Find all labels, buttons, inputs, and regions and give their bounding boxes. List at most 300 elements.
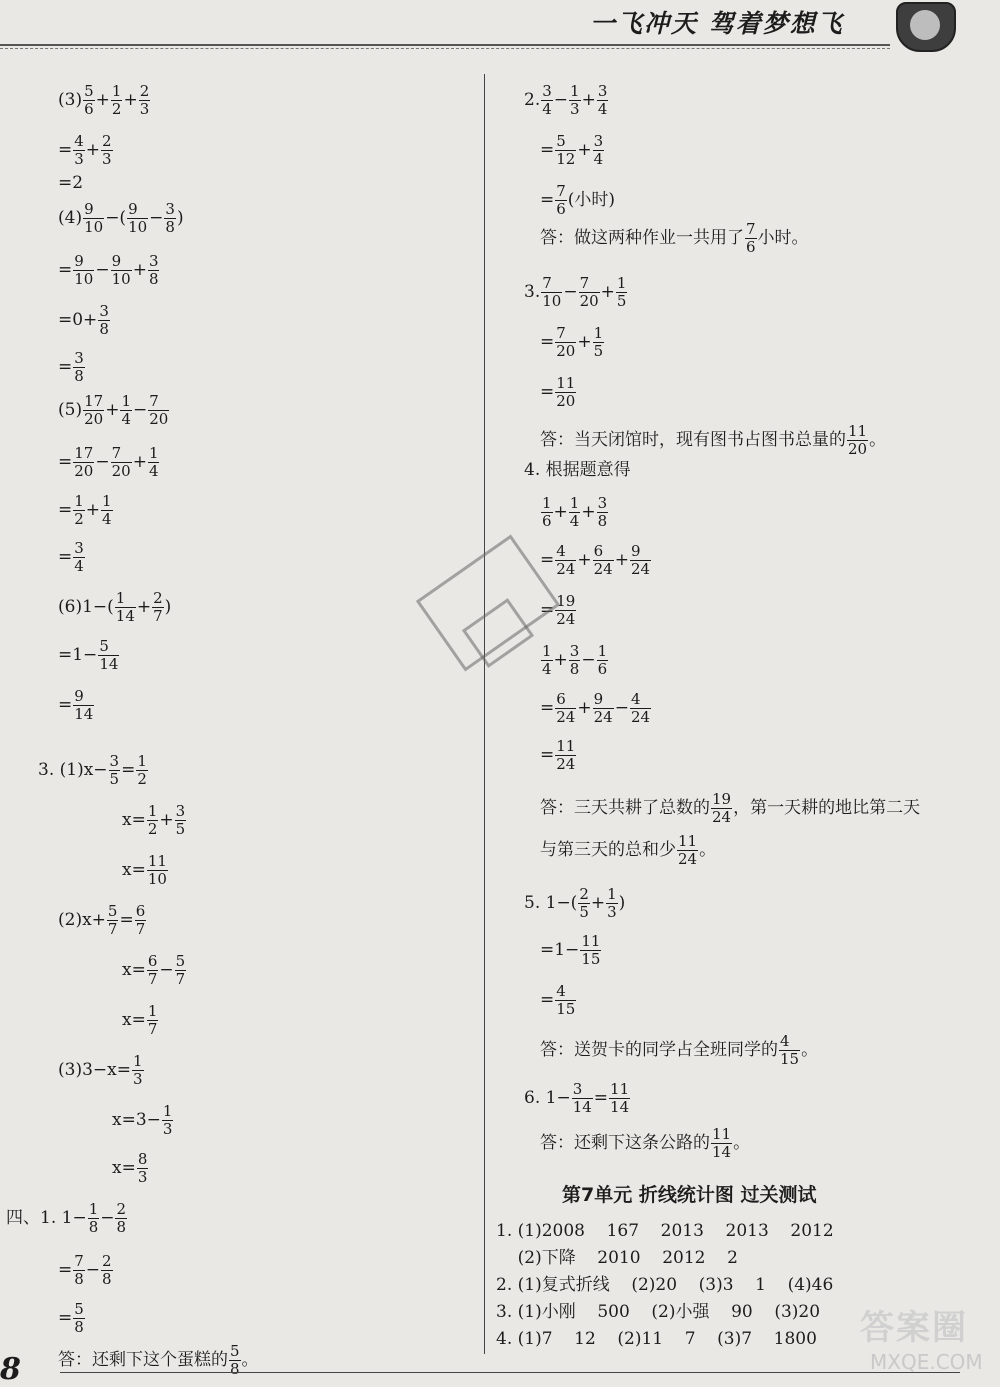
left-line — [58, 83, 151, 118]
fraction — [148, 393, 169, 428]
fraction — [593, 543, 614, 578]
fraction-numerator: 3 — [593, 131, 604, 150]
fraction-denominator: 2 — [137, 769, 147, 788]
right-line — [540, 183, 615, 218]
fraction-denominator: 4 — [542, 659, 552, 678]
text-segment: − — [100, 1207, 115, 1228]
text-segment: (2)x+ — [58, 909, 106, 930]
fraction-denominator: 8 — [74, 366, 84, 385]
fraction-denominator: 7 — [147, 969, 158, 988]
text-segment: x= — [122, 959, 146, 980]
right-line — [540, 221, 809, 256]
fraction-denominator: 14 — [712, 1142, 732, 1161]
fraction-denominator: 10 — [84, 217, 104, 236]
left-line — [58, 1253, 114, 1288]
fraction — [597, 495, 609, 530]
text-segment: − — [553, 89, 569, 110]
fraction — [127, 201, 148, 236]
fraction-numerator: 6 — [135, 901, 146, 920]
fraction-numerator: 7 — [74, 1251, 84, 1270]
text-segment: = — [58, 451, 73, 472]
fraction-denominator: 8 — [569, 659, 580, 678]
text-segment: − — [581, 649, 596, 670]
fraction-numerator: 5 — [98, 638, 119, 656]
fraction-numerator: 11 — [581, 931, 601, 950]
fraction-denominator: 8 — [165, 217, 175, 236]
left-line — [58, 493, 114, 528]
text-segment: − — [614, 697, 629, 718]
fraction-numerator: 17 — [74, 443, 94, 462]
text-segment: = — [58, 259, 73, 280]
fraction-numerator: 3 — [109, 751, 120, 770]
text-segment: − — [132, 399, 148, 420]
fraction — [73, 253, 94, 288]
right-line — [540, 325, 605, 360]
fraction-denominator: 20 — [848, 439, 868, 458]
fraction-denominator: 20 — [579, 291, 599, 310]
fraction — [73, 493, 85, 528]
fraction-numerator: 8 — [137, 1149, 148, 1168]
right-line — [540, 643, 609, 678]
fraction-numerator: 9 — [127, 201, 148, 219]
fraction-denominator: 14 — [99, 654, 119, 673]
text-segment: + — [105, 399, 120, 420]
text-segment: 5. 1−( — [524, 892, 578, 913]
right-line — [524, 459, 631, 480]
fraction-denominator: 7 — [135, 919, 146, 938]
fraction-numerator: 7 — [579, 275, 600, 293]
text-segment: = — [540, 744, 555, 765]
fraction — [73, 350, 85, 385]
left-line — [58, 133, 114, 168]
fraction-numerator: 3 — [572, 1081, 593, 1099]
fraction-denominator: 8 — [148, 269, 159, 288]
fraction-denominator: 8 — [88, 1217, 99, 1236]
text-segment: = — [540, 549, 555, 570]
left-line — [58, 393, 170, 428]
fraction-denominator: 7 — [153, 606, 163, 625]
fraction-numerator: 11 — [678, 831, 698, 850]
left-line — [58, 253, 160, 288]
text-segment: x= — [122, 809, 146, 830]
text-segment: x= — [112, 1157, 136, 1178]
fraction-denominator: 4 — [597, 99, 608, 118]
text-segment: 答：还剩下这个蛋糕的 — [58, 1349, 228, 1370]
left-line — [38, 753, 149, 788]
watermark-site: MXQE.COM — [870, 1350, 983, 1374]
fraction — [578, 886, 590, 921]
fraction — [555, 133, 576, 168]
fraction-numerator: 9 — [630, 543, 651, 561]
text-segment: + — [577, 139, 592, 160]
right-line — [540, 791, 920, 826]
text-segment: + — [136, 596, 152, 617]
fraction-numerator: 7 — [541, 275, 562, 293]
text-segment: = — [593, 1087, 609, 1108]
text-segment: + — [577, 331, 592, 352]
left-line — [58, 303, 111, 338]
fraction-denominator: 14 — [610, 1097, 630, 1116]
fraction — [162, 1103, 174, 1138]
fraction-denominator: 7 — [175, 969, 186, 988]
fraction-numerator: 2 — [153, 588, 163, 607]
fraction-numerator: 9 — [73, 253, 94, 271]
text-segment: ) — [176, 207, 184, 228]
fraction-numerator: 1 — [616, 273, 627, 292]
fraction — [148, 445, 160, 480]
fraction-numerator: 3 — [597, 493, 608, 512]
text-segment: 答：还剩下这条公路的 — [540, 1132, 710, 1153]
left-line — [58, 688, 95, 723]
fraction-denominator: 3 — [139, 99, 150, 118]
text-segment: =1− — [540, 939, 580, 960]
text-segment: + — [577, 549, 592, 570]
fraction — [147, 803, 159, 838]
fraction-numerator: 1 — [597, 641, 608, 660]
left-line — [112, 1103, 174, 1138]
answer-line: 3. (1)小刚 500 (2)小强 90 (3)20 — [496, 1302, 821, 1322]
fraction — [73, 688, 94, 723]
fraction-denominator: 5 — [593, 341, 604, 360]
right-line — [524, 1081, 631, 1116]
right-line — [540, 543, 652, 578]
text-segment: (小时) — [567, 189, 616, 210]
fraction-numerator: 1 — [148, 443, 159, 462]
fraction-numerator: 1 — [162, 1101, 173, 1120]
fraction-denominator: 3 — [607, 902, 617, 921]
fraction-numerator: 4 — [779, 1033, 800, 1051]
text-segment: (4) — [58, 207, 83, 228]
fraction-numerator: 1 — [121, 391, 131, 410]
fraction — [115, 590, 136, 625]
fraction-denominator: 8 — [230, 1359, 240, 1378]
text-segment: = — [58, 1259, 73, 1280]
fraction — [152, 590, 164, 625]
text-segment: 答：做这两种作业一共用了 — [540, 227, 744, 248]
fraction-denominator: 24 — [556, 707, 576, 726]
fraction-numerator: 1 — [147, 1001, 158, 1020]
fraction — [111, 83, 123, 118]
fraction — [569, 495, 581, 530]
text-segment: (3)3−x= — [58, 1059, 131, 1080]
fraction-numerator: 7 — [111, 445, 132, 463]
text-segment: = — [540, 139, 555, 160]
fraction — [616, 275, 628, 310]
fraction — [111, 253, 132, 288]
text-segment: =1− — [58, 644, 98, 665]
fraction-numerator: 3 — [175, 801, 186, 820]
fraction-numerator: 7 — [555, 325, 576, 343]
text-segment: 四、1. 1− — [6, 1207, 87, 1228]
text-segment: + — [159, 809, 174, 830]
fraction — [101, 493, 113, 528]
fraction — [83, 83, 95, 118]
fraction-denominator: 4 — [148, 461, 159, 480]
right-line — [540, 691, 652, 726]
fraction-denominator: 24 — [593, 707, 613, 726]
text-segment: 4. 根据题意得 — [524, 459, 631, 480]
fraction-numerator: 1 — [137, 751, 147, 770]
right-line — [540, 983, 577, 1018]
text-segment: =0+ — [58, 309, 98, 330]
fraction — [73, 540, 85, 575]
fraction-denominator: 14 — [572, 1097, 592, 1116]
fraction — [83, 201, 104, 236]
fraction-numerator: 3 — [99, 301, 109, 320]
fraction — [139, 83, 151, 118]
fraction — [98, 303, 110, 338]
fraction — [847, 423, 868, 458]
fraction-numerator: 3 — [165, 199, 175, 218]
fraction-denominator: 3 — [74, 149, 84, 168]
text-segment: 。 — [869, 429, 887, 450]
fraction-denominator: 12 — [556, 149, 576, 168]
fraction-denominator: 20 — [556, 391, 576, 410]
fraction-denominator: 15 — [556, 999, 576, 1018]
text-segment: ) — [164, 596, 172, 617]
fraction-numerator: 5 — [74, 1299, 84, 1318]
fraction — [555, 738, 576, 773]
fraction — [555, 325, 576, 360]
fraction-numerator: 3 — [148, 251, 159, 270]
fraction — [115, 1201, 127, 1236]
fraction-numerator: 11 — [556, 736, 576, 755]
fraction — [101, 1253, 113, 1288]
fraction-denominator: 3 — [102, 149, 112, 168]
fraction-denominator: 10 — [74, 269, 94, 288]
fraction-numerator: 11 — [712, 1124, 732, 1143]
fraction — [572, 1081, 593, 1116]
fraction-denominator: 3 — [570, 99, 580, 118]
text-segment: (3) — [58, 89, 83, 110]
fraction — [677, 833, 698, 868]
fraction-numerator: 19 — [556, 591, 576, 610]
fraction-denominator: 20 — [556, 341, 576, 360]
fraction — [593, 691, 614, 726]
fraction-denominator: 2 — [147, 819, 158, 838]
text-segment: = — [540, 189, 555, 210]
fraction-numerator: 3 — [74, 348, 84, 367]
text-segment: x=3− — [112, 1109, 161, 1130]
right-line — [540, 1126, 750, 1161]
column-divider — [484, 74, 485, 1354]
fraction-numerator: 7 — [556, 181, 566, 200]
fraction-denominator: 4 — [121, 409, 131, 428]
fraction — [745, 221, 757, 256]
fraction-denominator: 8 — [74, 1317, 84, 1336]
right-line — [540, 495, 609, 530]
fraction — [148, 253, 160, 288]
fraction-numerator: 5 — [84, 81, 94, 100]
text-segment: 小时。 — [757, 227, 809, 248]
text-segment: 答：三天共耕了总数的 — [540, 797, 710, 818]
text-segment: = — [540, 381, 555, 402]
fraction — [164, 201, 176, 236]
text-segment: 。 — [241, 1349, 259, 1370]
fraction-denominator: 8 — [597, 511, 608, 530]
fraction-numerator: 4 — [630, 691, 651, 709]
fraction-numerator: 11 — [848, 421, 868, 440]
right-line — [540, 833, 716, 868]
fraction-denominator: 20 — [149, 409, 169, 428]
fraction-numerator: 11 — [147, 851, 167, 870]
right-line — [540, 1033, 818, 1068]
fraction-denominator: 6 — [84, 99, 94, 118]
fraction-numerator: 3 — [597, 81, 608, 100]
text-segment: + — [85, 499, 101, 520]
text-segment: − — [95, 259, 110, 280]
text-segment: = — [540, 331, 555, 352]
fraction-denominator: 4 — [569, 511, 580, 530]
fraction — [779, 1033, 800, 1068]
fraction — [555, 593, 576, 628]
fraction-denominator: 4 — [74, 556, 84, 575]
text-segment: 与第三天的总和少 — [540, 839, 676, 860]
text-segment: 。 — [801, 1039, 819, 1060]
text-segment: = — [540, 989, 555, 1010]
text-segment: + — [614, 549, 629, 570]
text-segment: = — [121, 759, 136, 780]
fraction — [541, 275, 562, 310]
text-segment: + — [600, 281, 615, 302]
left-line — [122, 1003, 159, 1038]
fraction — [579, 275, 600, 310]
text-segment: ，第一天耕的地比第二天 — [733, 797, 921, 818]
fraction — [73, 1253, 85, 1288]
left-line — [58, 1301, 86, 1336]
text-segment: + — [95, 89, 110, 110]
fraction-numerator: 2 — [116, 1199, 127, 1218]
text-segment: =2 — [58, 172, 84, 193]
header-title: 一飞冲天 驾着梦想飞 — [590, 9, 844, 38]
text-segment: + — [590, 892, 606, 913]
fraction — [609, 1081, 630, 1116]
fraction-denominator: 3 — [132, 1069, 143, 1088]
answer-line: 2. (1)复式折线 (2)20 (3)3 1 (4)46 — [496, 1275, 834, 1295]
fraction — [555, 983, 576, 1018]
fraction-denominator: 10 — [147, 869, 167, 888]
text-segment: − — [85, 1259, 101, 1280]
fraction-denominator: 15 — [780, 1049, 800, 1068]
fraction — [630, 691, 651, 726]
fraction-denominator: 8 — [99, 319, 109, 338]
fraction-numerator: 5 — [230, 1341, 240, 1360]
fraction — [120, 393, 132, 428]
right-line — [540, 423, 886, 458]
fraction-numerator: 7 — [746, 219, 756, 238]
text-segment: −( — [105, 207, 127, 228]
text-segment: = — [58, 356, 73, 377]
fraction-denominator: 2 — [111, 99, 122, 118]
text-segment: + — [123, 89, 138, 110]
left-line — [58, 903, 147, 938]
fraction-denominator: 14 — [115, 606, 135, 625]
text-segment: 6. 1− — [524, 1087, 571, 1108]
fraction-denominator: 8 — [74, 1269, 84, 1288]
right-line — [540, 738, 577, 773]
fraction-numerator: 1 — [607, 884, 617, 903]
page-number: 8 — [0, 1352, 21, 1387]
text-segment: − — [149, 207, 164, 228]
fraction-denominator: 24 — [630, 707, 651, 726]
fraction-denominator: 10 — [128, 217, 148, 236]
fraction-numerator: 3 — [74, 538, 84, 557]
watermark-logo: 答案圈 — [860, 1308, 968, 1348]
fraction — [111, 445, 132, 480]
text-segment: x= — [122, 859, 146, 880]
left-line — [58, 1053, 145, 1088]
fraction — [73, 445, 94, 480]
left-line — [112, 1151, 149, 1186]
text-segment: − — [95, 451, 110, 472]
fraction — [606, 886, 618, 921]
text-segment: (6)1−( — [58, 596, 114, 617]
fraction — [175, 803, 187, 838]
right-line — [540, 133, 605, 168]
header-rule — [0, 44, 890, 46]
text-segment: + — [577, 697, 592, 718]
text-segment: ) — [618, 892, 626, 913]
fraction — [107, 903, 119, 938]
fraction-denominator: 5 — [616, 291, 627, 310]
fraction — [101, 133, 113, 168]
fraction-denominator: 6 — [597, 659, 608, 678]
fraction — [73, 133, 85, 168]
fraction-denominator: 8 — [116, 1217, 127, 1236]
text-segment: − — [159, 959, 174, 980]
text-segment: + — [132, 451, 147, 472]
fraction-numerator: 4 — [555, 543, 576, 561]
fraction — [555, 183, 567, 218]
fraction-numerator: 1 — [542, 493, 552, 512]
fraction-numerator: 11 — [556, 373, 576, 392]
text-segment: x= — [122, 1009, 146, 1030]
left-line — [122, 853, 169, 888]
fraction-numerator: 2 — [139, 81, 150, 100]
fraction — [711, 791, 732, 826]
fraction-numerator: 7 — [148, 393, 169, 411]
fraction-numerator: 1 — [74, 491, 84, 510]
fraction — [630, 543, 651, 578]
section-title: 第7单元 折线统计图 过关测试 — [562, 1184, 817, 1206]
text-segment: 答：送贺卡的同学占全班同学的 — [540, 1039, 778, 1060]
text-segment: = — [58, 546, 73, 567]
text-segment: 。 — [699, 839, 717, 860]
fraction-numerator: 9 — [593, 691, 614, 709]
fraction-numerator: 9 — [83, 201, 104, 219]
fraction — [136, 753, 148, 788]
fraction-numerator: 4 — [555, 983, 576, 1001]
left-line — [58, 638, 120, 673]
fraction-denominator: 5 — [579, 902, 589, 921]
fraction — [98, 638, 119, 673]
fraction — [175, 953, 187, 988]
fraction-denominator: 8 — [102, 1269, 112, 1288]
fraction — [135, 903, 147, 938]
text-segment: − — [563, 281, 578, 302]
fraction-numerator: 1 — [542, 641, 552, 660]
fraction — [541, 643, 553, 678]
fraction-numerator: 1 — [132, 1051, 143, 1070]
text-segment: + — [553, 649, 568, 670]
fraction — [541, 495, 553, 530]
text-segment: = — [119, 909, 134, 930]
fraction — [569, 643, 581, 678]
text-segment: = — [58, 139, 73, 160]
fraction-denominator: 10 — [542, 291, 562, 310]
fraction-numerator: 1 — [88, 1199, 99, 1218]
fraction — [132, 1053, 144, 1088]
